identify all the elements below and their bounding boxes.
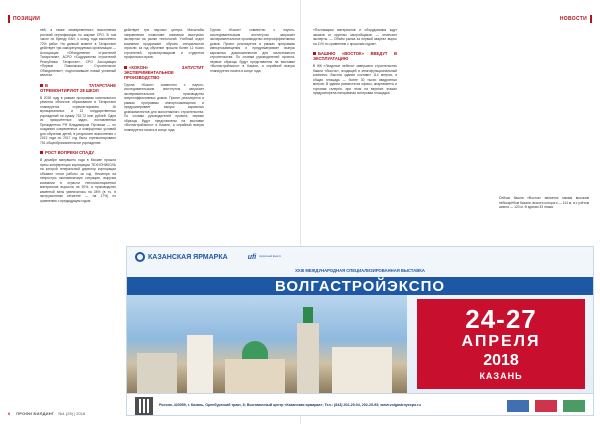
building	[187, 335, 213, 393]
article-paragraph: Группа «Кокон» совместно с научно-исследовательским институтом запускает экспериментальное производство энергоэффективных домов. Проект реализуется в рамках программы импортозамещения и предусматривает выпуск каркасных домокомплектов для малоэтажного строительства. По словам руководителей проекта, первые образцы будут представлены на выставке «Волгастройэкспо» в Казани, а серийный выпуск планируется начать в конце года.	[124, 82, 204, 132]
article-paragraph: «Поставщики материалов и оборудования ждут заказов от крупных застройщиков, — отмечают эксперты. — Объём рынка за первый квартал вырос на 11% по сравнению с прошлым годом».	[313, 28, 397, 46]
article-heading	[124, 65, 204, 80]
left-page-header	[8, 12, 40, 25]
building	[225, 359, 285, 393]
organizer-logo	[135, 252, 228, 262]
kazan-city-photo	[127, 295, 407, 393]
article-heading	[313, 51, 397, 61]
article-paragraph: В ЖК «Лазурные небеса» завершено строительство башни «Восток», входящей в многофункциональный комплекс. Высота здания составит 114 метров, а общая площадь — более 30 тысяч квадратных метров. В здании разместятся офисы, апартаменты и торговая галерея, при этом на верхних этажах предусмотрена панорамная смотровая площадка.	[313, 64, 397, 95]
exhibition-advertisement[interactable]	[126, 246, 594, 416]
heading-bullet	[40, 84, 43, 87]
sponsor-logos	[507, 400, 585, 412]
event-date-block	[417, 299, 585, 389]
header-mark	[8, 15, 10, 23]
ad-contacts-bar	[127, 393, 593, 416]
event-days: 24-27	[465, 304, 537, 334]
article-paragraph: ней, а также своевременного выполнения условий сертификации по закупке СРО. В том числе по бренду КАН, к концу года выполнено 72% работ. На данный момент в Татарстане действует три саморегулируемых организации — Ассоциация «Объединение строителей Татарстана», АСРО «Содружество строителей Республики Татарстан», СРО Ассоциация «Первое Поволжское Строительное Объединение», подготовившие новый уставный капитал.	[40, 28, 116, 77]
article-heading	[40, 150, 116, 155]
sponsor-logo	[507, 400, 529, 412]
heading-bullet	[40, 151, 43, 154]
article-paragraph: В декабре минувшего года в Москве прошла пресс-конференция корпорации ТЕХНОНИКОЛЬ на которой генеральный директор корпорации объявил итоги работы за год. Несмотря на непростую экономическую ситуацию, выручка компании в отрасли теплоизоляционных материалов выросла на 30%, а производство каменной ваты увеличилось на 28% (в т.ч. в экструзионном сегменте — на 17%) по сравнению с предыдущим годом.	[40, 158, 116, 203]
sponsor-logo	[535, 400, 557, 412]
heading-text: «КОКОН» ЗАПУСТИТ ЭКСПЕРИМЕНТАЛЬНОЕ ПРОИЗВОДСТВО	[124, 64, 204, 80]
event-city: КАЗАНЬ	[479, 371, 523, 381]
article-paragraph: В 2018 году в рамках программы капитального ремонта объектов образования в Татарстане планируется отремонтировать 16 муниципальных и 12 государственных учреждений на сумму 732,72 млн рублей. Одна из приоритетных задач, поставленных Президентом РФ Владимиром Путиным — по созданию современных и комфортных условий для обучения детей, в результате выполнения с 2013 года по 2017 год было отремонтировано 751 общеобразовательное учреждение.	[40, 95, 116, 145]
article-column-2	[124, 28, 204, 272]
article-paragraph: действует три научных центра. Масштабы направления позволяют компании выступать экспертом на рынке технологий. Учебный отдел компании продолжает обучать специалистов отрасли: за год обучение прошли более 12 тысяч строителей, проектировщиков и студентов профильных вузов.	[124, 28, 204, 59]
ad-title: ВОЛГАСТРОЙЭКСПО	[274, 277, 446, 295]
article-column-3	[210, 28, 295, 272]
heading-text: РОСТ ВОПРЕКИ СПАДУ	[45, 150, 94, 155]
article-column-4	[313, 28, 397, 272]
heading-text: БАШНЮ «ВОСТОК» ВВЕДУТ В ЭКСПЛУАТАЦИЮ	[313, 51, 397, 61]
ufi-note: Approved Event	[259, 254, 281, 259]
organizer-name: КАЗАНСКАЯ ЯРМАРКА	[148, 253, 228, 261]
mosque-dome	[242, 341, 268, 359]
article-column-1	[40, 28, 116, 408]
ufi-logo: ufi	[247, 253, 257, 261]
article-paragraph: Группа «Кокон» совместно с научно-исследовательским институтом запускает экспериментальное производство энергоэффективных домов. Проект реализуется в рамках программы импортозамещения и предусматривает выпуск каркасных домокомплектов для малоэтажного строительства. По словам руководителей проекта, первые образцы будут представлены на выставке «Волгастройэкспо» в Казани, а серийный выпуск планируется начать в конце года.	[210, 28, 295, 73]
article-paragraph: Сейчас башня «Восток» является самым высоким небоскрёбом Казани, высота которого — 114 м, а с учётом шпиля — 120 м. В здании 33 этажа.	[499, 196, 589, 209]
sponsor-logo	[563, 400, 585, 412]
heading-bullet	[313, 52, 316, 55]
section-title: НОВОСТИ	[559, 15, 587, 22]
ad-header	[127, 247, 593, 267]
right-page-header	[560, 12, 592, 25]
heading-text: В ТАТАРСТАНЕ ОТРЕМОНТИРУЮТ 28 ШКОЛ	[40, 82, 116, 93]
section-title: ПОЗИЦИИ	[13, 15, 41, 22]
ad-title-bar	[127, 277, 593, 295]
ad-contacts: Россия, 420059, г. Казань, Оренбургский тракт, 8; Выставочный центр «Казанская ярмарка»; Тел.: (843) 202-29-04, 202-29-93; www.volgastroyexpo.ru	[159, 403, 421, 408]
qr-code-icon[interactable]	[135, 397, 153, 415]
tower-spire	[303, 307, 313, 323]
header-mark	[590, 15, 592, 23]
building	[332, 347, 392, 393]
organizer-ring-icon	[135, 252, 145, 262]
page-number: 6	[8, 410, 11, 416]
ad-subtitle: XXIII МЕЖДУНАРОДНАЯ СПЕЦИАЛИЗИРОВАННАЯ ВЫСТАВКА	[295, 268, 425, 273]
event-month: АПРЕЛЯ	[461, 333, 541, 350]
heading-bullet	[124, 66, 127, 69]
building	[297, 323, 319, 393]
building	[137, 353, 177, 393]
publication-name: ПРОФИ БИЛДИНГ	[16, 410, 55, 416]
issue-label: №1 (25) | 2018	[58, 410, 86, 416]
article-heading	[40, 83, 116, 93]
event-year: 2018	[483, 352, 519, 369]
